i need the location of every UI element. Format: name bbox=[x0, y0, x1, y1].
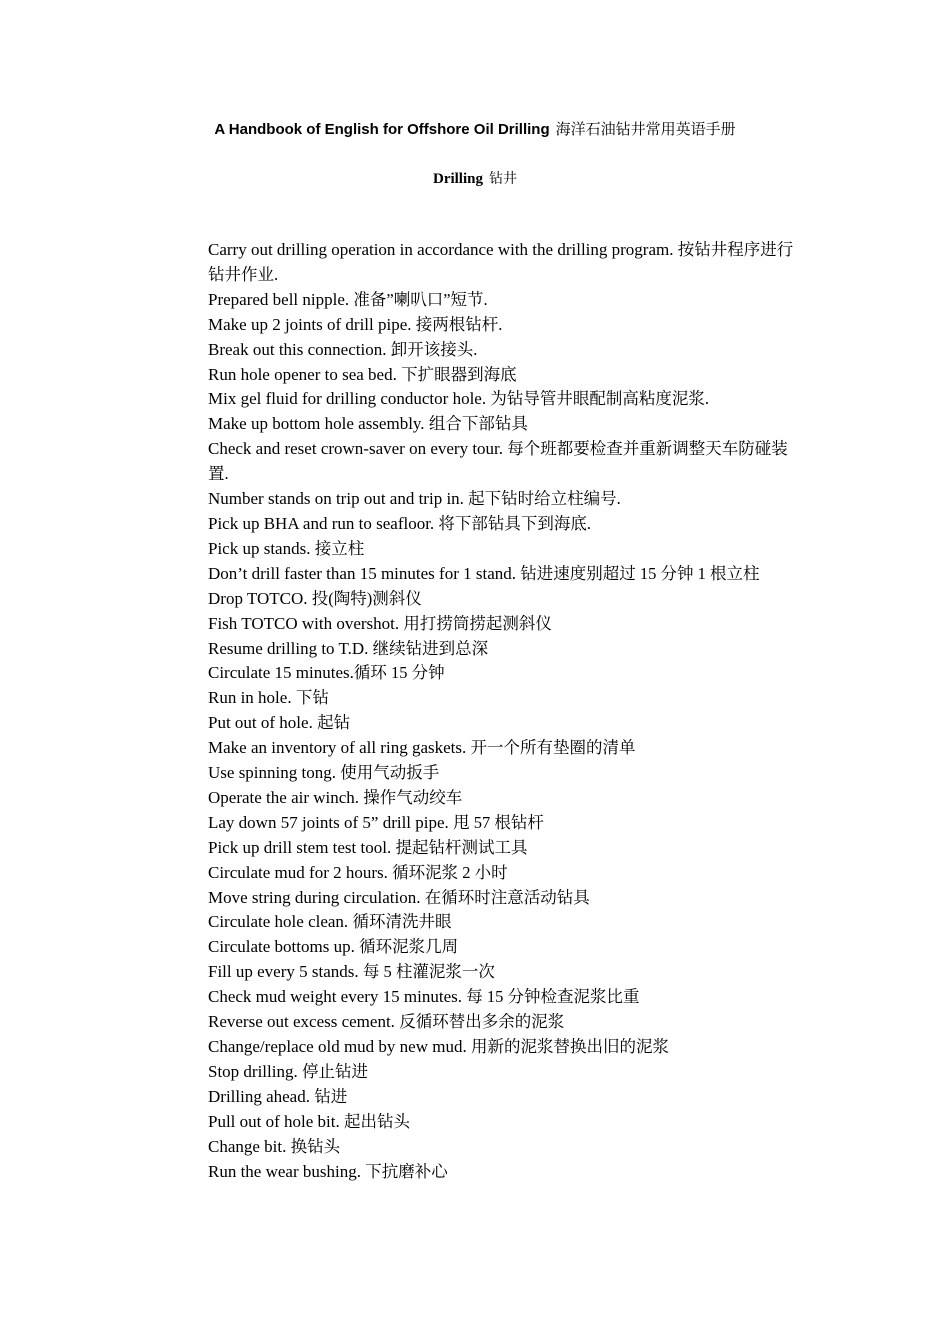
phrase-chinese: 循环 15 分钟 bbox=[353, 663, 445, 683]
phrase-chinese: 在循环时注意活动钻具 bbox=[424, 887, 590, 907]
phrase-entry bbox=[208, 1010, 804, 1035]
document-title-chinese: 海洋石油钻井常用英语手册 bbox=[555, 120, 736, 138]
document-title-english: A Handbook of English for Offshore Oil Drilling bbox=[214, 121, 550, 138]
phrase-entry bbox=[208, 836, 804, 861]
phrase-chinese: 每个班都要检查并重新调整天车防碰装置. bbox=[208, 439, 788, 484]
phrase-english: Operate the air winch. bbox=[208, 787, 364, 807]
phrase-english: Run in hole. bbox=[208, 688, 296, 708]
phrase-entry bbox=[208, 811, 804, 836]
phrase-chinese: 接两根钻杆. bbox=[415, 314, 503, 334]
phrase-english: Carry out drilling operation in accordance with the drilling program. bbox=[208, 240, 678, 259]
phrase-entry bbox=[208, 960, 804, 985]
phrase-chinese: 下扩眼器到海底 bbox=[401, 364, 517, 384]
phrase-chinese: 开一个所有垫圈的清单 bbox=[470, 738, 636, 758]
phrase-chinese: 甩 57 根钻杆 bbox=[453, 812, 544, 832]
phrase-chinese: 换钻头 bbox=[290, 1136, 341, 1156]
phrase-english: Circulate mud for 2 hours. bbox=[208, 862, 393, 882]
phrase-english: Circulate hole clean. bbox=[208, 912, 353, 932]
phrase-chinese: 起下钻时给立柱编号. bbox=[468, 489, 621, 509]
phrase-entry bbox=[208, 886, 804, 911]
phrase-chinese: 循环清洗井眼 bbox=[352, 912, 452, 932]
phrase-english: Lay down 57 joints of 5” drill pipe. bbox=[208, 812, 454, 832]
phrase-entry bbox=[208, 1110, 804, 1135]
phrase-english: Change bit. bbox=[208, 1136, 291, 1156]
phrase-english: Pick up BHA and run to seafloor. bbox=[208, 513, 439, 533]
phrase-english: Circulate bottoms up. bbox=[208, 937, 360, 957]
phrase-english: Stop drilling. bbox=[208, 1061, 302, 1081]
phrase-entry bbox=[208, 786, 804, 811]
phrase-english: Pick up drill stem test tool. bbox=[208, 837, 396, 857]
phrase-english: Run hole opener to sea bed. bbox=[208, 364, 402, 384]
phrase-entry bbox=[208, 537, 804, 562]
phrase-entry bbox=[208, 313, 804, 338]
phrase-english: Use spinning tong. bbox=[208, 763, 341, 783]
phrase-english: Circulate 15 minutes. bbox=[208, 663, 354, 683]
phrase-entry bbox=[208, 338, 804, 363]
phrase-english: Check mud weight every 15 minutes. bbox=[208, 987, 467, 1007]
phrase-chinese: 循环泥浆几周 bbox=[359, 937, 459, 957]
phrase-entry bbox=[208, 637, 804, 662]
phrase-english: Run the wear bushing. bbox=[208, 1161, 366, 1181]
phrase-english: Break out this connection. bbox=[208, 339, 391, 359]
phrase-chinese: 循环泥浆 2 小时 bbox=[392, 862, 508, 882]
phrase-chinese: 为钻导管井眼配制高粘度泥浆. bbox=[490, 389, 709, 409]
phrase-english: Make up 2 joints of drill pipe. bbox=[208, 314, 416, 334]
phrase-chinese: 准备”喇叭口”短节. bbox=[353, 289, 488, 309]
phrase-english: Resume drilling to T.D. bbox=[208, 638, 373, 658]
phrase-english: Fill up every 5 stands. bbox=[208, 962, 363, 982]
phrase-english: Number stands on trip out and trip in. bbox=[208, 489, 469, 509]
phrase-chinese: 卸开该接头. bbox=[390, 339, 478, 359]
phrase-chinese: 反循环替出多余的泥浆 bbox=[399, 1012, 565, 1032]
phrase-list bbox=[208, 238, 804, 1184]
phrase-entry bbox=[208, 437, 804, 487]
phrase-chinese: 起钻 bbox=[317, 713, 351, 733]
phrase-chinese: 操作气动绞车 bbox=[363, 787, 463, 807]
phrase-entry bbox=[208, 512, 804, 537]
phrase-entry bbox=[208, 736, 804, 761]
phrase-chinese: 每 15 分钟检查泥浆比重 bbox=[466, 987, 640, 1007]
phrase-chinese: 组合下部钻具 bbox=[428, 414, 528, 434]
section-heading bbox=[0, 169, 950, 189]
phrase-chinese: 用打捞筒捞起测斜仪 bbox=[403, 613, 552, 633]
phrase-english: Drilling ahead. bbox=[208, 1086, 315, 1106]
phrase-entry bbox=[208, 587, 804, 612]
phrase-english: Prepared bell nipple. bbox=[208, 289, 354, 309]
phrase-chinese: 投(陶特)测斜仪 bbox=[311, 588, 422, 608]
phrase-english: Make an inventory of all ring gaskets. bbox=[208, 738, 471, 758]
phrase-entry bbox=[208, 288, 804, 313]
phrase-english: Change/replace old mud by new mud. bbox=[208, 1037, 471, 1056]
phrase-entry bbox=[208, 985, 804, 1010]
phrase-chinese: 提起钻杆测试工具 bbox=[395, 837, 528, 857]
phrase-entry bbox=[208, 910, 804, 935]
phrase-english: Reverse out excess cement. bbox=[208, 1012, 400, 1032]
phrase-entry bbox=[208, 487, 804, 512]
section-heading-english: Drilling bbox=[432, 171, 483, 187]
phrase-entry bbox=[208, 686, 804, 711]
phrase-entry bbox=[208, 612, 804, 637]
phrase-english: Check and reset crown-saver on every tour. bbox=[208, 439, 508, 459]
phrase-english: Pull out of hole bit. bbox=[208, 1111, 344, 1131]
phrase-entry bbox=[208, 363, 804, 388]
phrase-entry bbox=[208, 1035, 804, 1060]
phrase-chinese: 按钻井程序进行钻井作业. bbox=[208, 240, 794, 284]
phrase-entry bbox=[208, 1085, 804, 1110]
phrase-entry bbox=[208, 412, 804, 437]
phrase-english: Fish TOTCO with overshot. bbox=[208, 613, 404, 633]
phrase-chinese: 下钻 bbox=[295, 688, 329, 708]
phrase-english: Pick up stands. bbox=[208, 538, 315, 558]
phrase-english: Make up bottom hole assembly. bbox=[208, 414, 429, 434]
phrase-entry bbox=[208, 387, 804, 412]
phrase-entry bbox=[208, 1135, 804, 1160]
phrase-entry bbox=[208, 711, 804, 736]
phrase-chinese: 下抗磨补心 bbox=[365, 1161, 448, 1181]
phrase-entry bbox=[208, 661, 804, 686]
phrase-english: Drop TOTCO. bbox=[208, 588, 312, 608]
phrase-chinese: 起出钻头 bbox=[344, 1111, 410, 1131]
section-heading-chinese: 钻井 bbox=[489, 171, 517, 187]
phrase-chinese: 停止钻进 bbox=[301, 1061, 368, 1081]
phrase-entry bbox=[208, 238, 804, 288]
phrase-chinese: 使用气动扳手 bbox=[340, 763, 440, 783]
phrase-entry bbox=[208, 861, 804, 886]
phrase-chinese: 接立柱 bbox=[314, 538, 365, 558]
phrase-entry bbox=[208, 935, 804, 960]
phrase-entry bbox=[208, 562, 804, 587]
phrase-entry bbox=[208, 1060, 804, 1085]
phrase-chinese: 用新的泥浆替换出旧的泥浆 bbox=[470, 1037, 669, 1056]
document-title bbox=[0, 118, 950, 141]
phrase-english: Move string during circulation. bbox=[208, 887, 425, 907]
phrase-entry bbox=[208, 761, 804, 786]
phrase-chinese: 钻进 bbox=[314, 1086, 348, 1106]
phrase-chinese: 每 5 柱灌泥浆一次 bbox=[362, 962, 495, 982]
phrase-english: Don’t drill faster than 15 minutes for 1 stand. bbox=[208, 563, 521, 583]
phrase-english: Mix gel fluid for drilling conductor hole. bbox=[208, 389, 491, 409]
phrase-chinese: 继续钻进到总深 bbox=[372, 638, 489, 658]
phrase-entry bbox=[208, 1160, 804, 1185]
phrase-chinese: 将下部钻具下到海底. bbox=[438, 513, 592, 533]
phrase-english: Put out of hole. bbox=[208, 713, 318, 733]
phrase-chinese: 钻进速度别超过 15 分钟 1 根立柱 bbox=[520, 563, 760, 583]
